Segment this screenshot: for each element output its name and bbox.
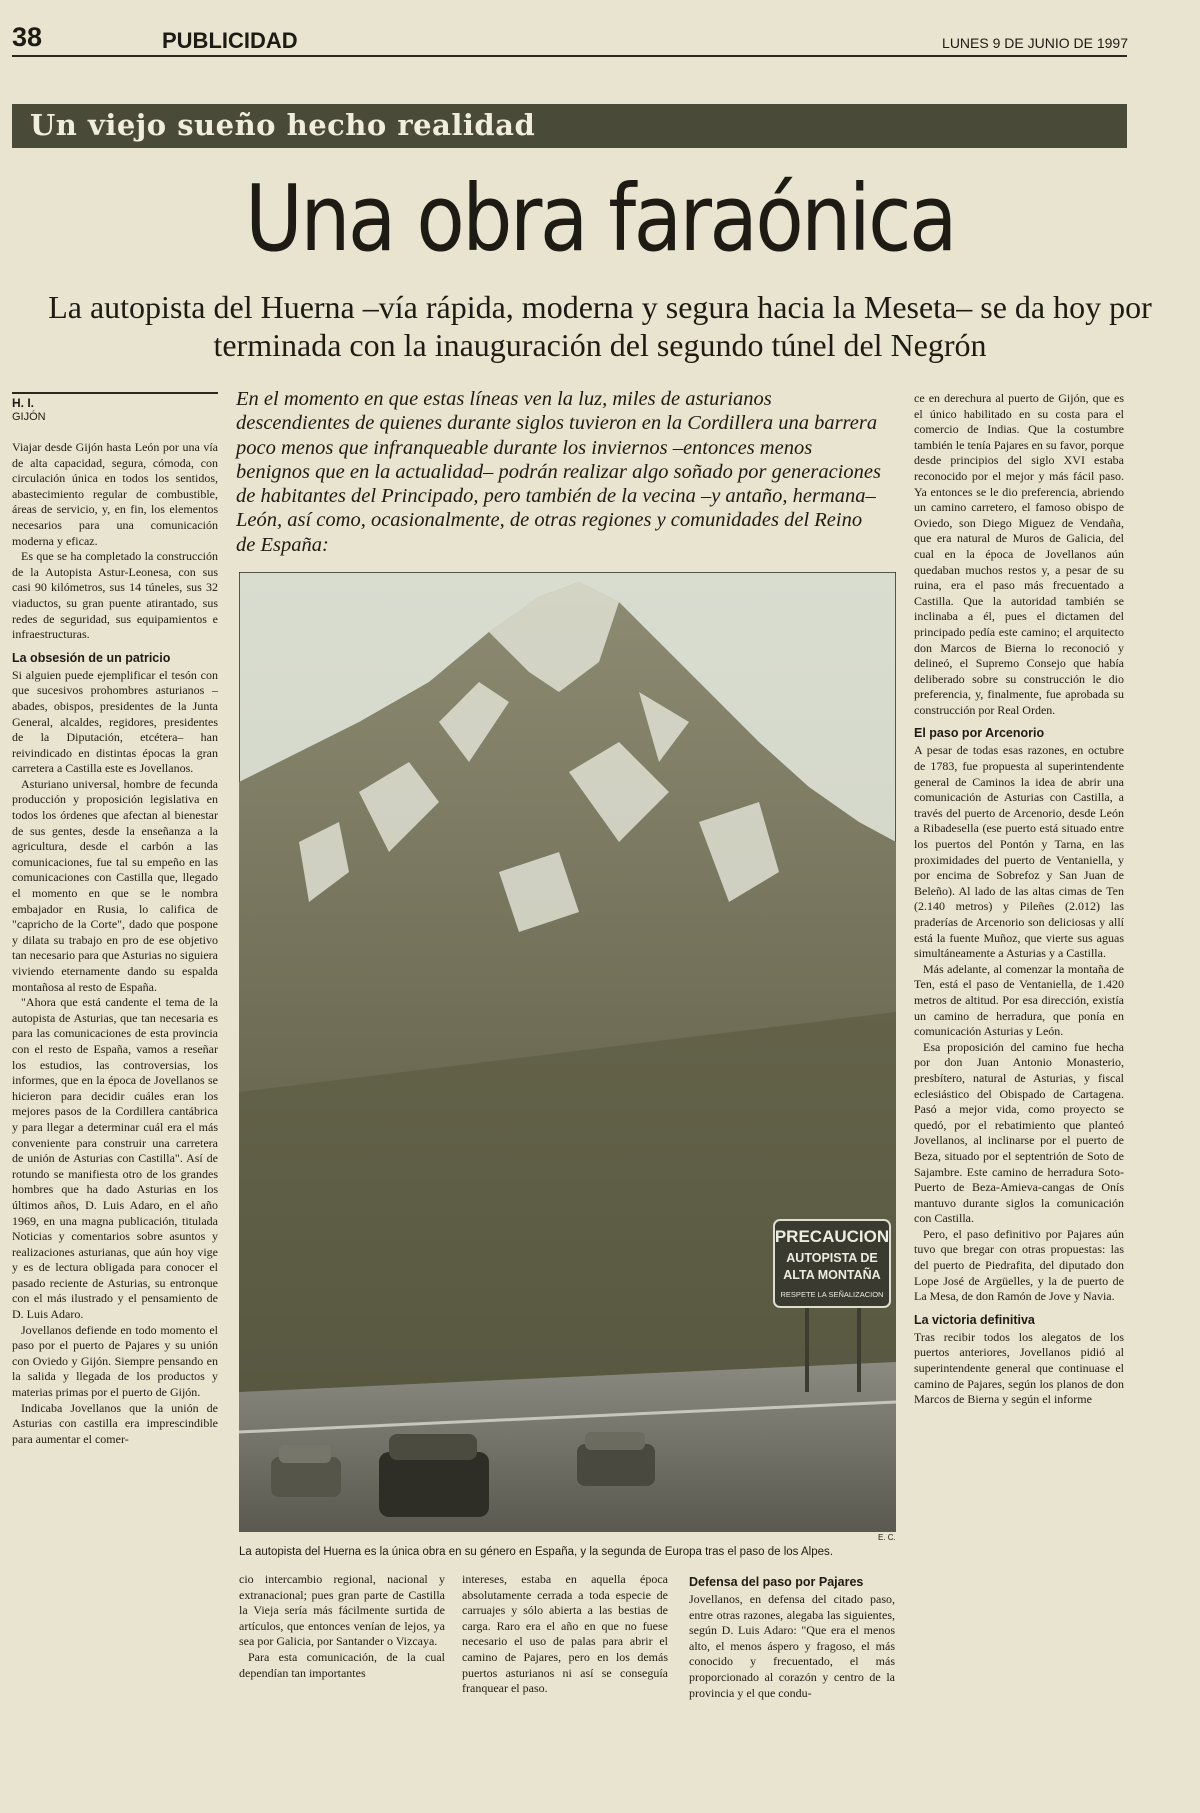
paragraph: A pesar de todas esas razones, en octubre de 1783, fue propuesta al superintendente general de Caminos la idea de abrir una comunicación de Asturias con Castilla, a través del puerto de Arcenorio, desde León a Ribadesella (ese puerto está situado entre los puertos del Pontón y Tarna, en las proximidades del puerto de Ventaniella, y por encima de Sobrefoz y San Juan de Beleño). Al lado de las altas cimas de Ten (2.140 metros) y Pileñes (2.012) las praderías de Arcenorio son deliciosas y allí está la fuente Muñoz, que vierte sus aguas simultáneamente a Asturias y a Castilla. <box>914 743 1124 961</box>
paragraph: Jovellanos, en defensa del citado paso, entre otras razones, alegaba las siguientes, según D. Luis Adaro: "Que era el menos alto, el menos áspero y fragoso, el más conocido y frecuentado, el más proporcionado al corazón y centro de la provincia y el que condu- <box>689 1592 895 1700</box>
sign-line-3: ALTA MONTAÑA <box>783 1268 881 1282</box>
paragraph: Tras recibir todos los alegatos de los puertos anteriores, Jovellanos pidió al superintendente general que continuase el camino de Pajares, según los planos de don Marcos de Bierna y según el informe <box>914 1329 1124 1407</box>
sign-line-4: RESPETE LA SEÑALIZACION <box>780 1290 884 1299</box>
crosshead: El paso por Arcenorio <box>914 726 1045 741</box>
paragraph: Indicaba Jovellanos que la unión de Asturias con castilla era imprescindible para aumentar el comer- <box>12 1400 218 1446</box>
paragraph: Si alguien puede ejemplificar el tesón con que sucesivos prohombres asturianos –abades, obispos, presidentes de la Junta General, alcaldes, regidores, presidentes de la Diputación, etcétera– han reivindicado en distintas épocas la gran carretera a Castilla este es Jovellanos. <box>12 667 218 776</box>
byline-city: GIJÓN <box>12 411 46 423</box>
paragraph: Es que se ha completado la construcción de la Autopista Astur-Leonesa, con sus casi 90 kilómetros, sus 14 túneles, sus 32 viaductos, su gran puente atirantado, sus redes de seguridad, sus equipamientos e infraestructuras. <box>12 549 218 642</box>
paragraph: Jovellanos defiende en todo momento el paso por el puerto de Pajares y su unión con Oviedo y Gijón. Siempre pensando en la salida y llegada de los productos y materias primas por el puerto de Gijón. <box>12 1322 218 1400</box>
page-number: 38 <box>12 22 43 52</box>
car <box>577 1432 655 1486</box>
sign-line-1: PRECAUCION <box>774 1227 890 1246</box>
paragraph: Esa proposición del camino fue hecha por don Juan Antonio Monasterio, presbítero, natural de Asturias, y fiscal eclesiástico del Obispado de Cartagena. Pasó a mejor vida, como proyecto se quedó, por el rebatimiento que planteó Jovellanos, al inclinarse por el puerto de Beza, situado por el septentrión de Soto de Sajambre. Este camino de herradura Soto-Puerto de Beza-Amieva-cangas de Onís mantuvo durante siglos la comunicación con Castilla. <box>914 1039 1124 1226</box>
kicker-text: Un viejo sueño hecho realidad <box>30 108 536 142</box>
subheadline: La autopista del Huerna –vía rápida, moderna y segura hacia la Meseta– se da hoy por terminada con la inauguración del segundo túnel del Negrón <box>48 289 1152 363</box>
lead-paragraph: En el momento en que estas líneas ven la luz, miles de asturianos descendientes de quienes durante siglos tuvieron en la Cordillera una barrera poco menos que infranqueable durante los inviernos –entonces menos benignos que en la actualidad– podrán realizar algo soñado por generaciones de habitantes del Principado, pero también de la vecina –y antaño, hermana– León, así como, ocasionalmente, de otras regiones y comunidades del Reino de España: <box>236 388 881 556</box>
article-column-5 <box>914 391 1124 1408</box>
paragraph: Más adelante, al comenzar la montaña de Ten, está el paso de Ventaniella, de 1.420 metros de altitud. Por esa dirección, existía un camino de herradura, que ponía en comunicación Asturias y León. <box>914 961 1124 1039</box>
paragraph: Asturiano universal, hombre de fecunda producción y proposición legislativa en todos los órdenes que afectan al bienestar de sus gentes, desde la enseñanza a la agricultura, desde el carbón a las comunicaciones, fue tal su empeño en las comunicaciones con Castilla que, llegado el momento en que se le nombra embajador en Rusia, lo califica de "capricho de la Corte", dado que pospone y dilata su trabajo en pro de ese objetivo tan necesario para que Asturias no siguiera viviendo eternamente dando su espalda montañosa al resto de España. <box>12 776 218 994</box>
article-column-4 <box>689 1575 895 1701</box>
paragraph: Pero, el paso definitivo por Pajares aún tuvo que bregar con otras propuestas: las del puerto de Piedrafita, del diputado don Lope José de Argüelles, y la de puerto de La Mesa, de don Ramón de Jove y Navia. <box>914 1226 1124 1304</box>
mountain-photo <box>239 572 896 1532</box>
paragraph: intereses, estaba en aquella época absolutamente cerrada a toda especie de carruajes y sólo abierta a las bestias de carga. Raro era el año en que no fuese necesario el uso de palas para abrir el camino de Pajares, pero en los demás puertos asturianos ni así se conseguía franquear el paso. <box>462 1572 668 1696</box>
article-column-3 <box>462 1572 668 1697</box>
crosshead: La obsesión de un patricio <box>12 650 171 665</box>
paragraph: cio intercambio regional, nacional y extranacional; pues gran parte de Castilla la Vieja sería más fácilmente surtida de artículos, que entonces venían de lejos, ya sea por Galicia, por Santander o Vizcaya. <box>239 1572 445 1649</box>
byline-author: H. I. <box>12 396 35 410</box>
paragraph: Viajar desde Gijón hasta León por una vía de alta capacidad, segura, cómoda, con circulación única en todos los sentidos, abastecimiento regular de combustible, áreas de servicio, y, en fin, los elementos necesarios para una comunicación moderna y eficaz. <box>12 440 218 548</box>
paragraph: Para esta comunicación, de la cual dependían tan importantes <box>239 1649 445 1680</box>
sign-line-2: AUTOPISTA DE <box>786 1251 878 1265</box>
crosshead: Defensa del paso por Pajares <box>689 1575 864 1589</box>
article-column-1 <box>12 388 218 1447</box>
photo-caption: La autopista del Huerna es la única obra en su género en España, y la segunda de Europa tras el paso de los Alpes. <box>239 1546 833 1558</box>
kicker-banner <box>12 104 1127 148</box>
crosshead: La victoria definitiva <box>914 1312 1035 1327</box>
paragraph: ce en derechura al puerto de Gijón, que es el único habilitado en su costa para el comercio de Indias. Que la costumbre también le tenía Pajares en su favor, porque desde principios del siglo XVI estaba reconocido por el mejor y más fácil paso. Ya entonces se le dio preferencia, abriendo un camino carretero, el famoso obispo de Oviedo, son Diego Miguez de Vendaña, que era natural de Muros de Galicia, del cual en la época de Jovellanos aún quedaban muchos restos y, a pesar de su ruina, era el paso más frecuentado a Castilla. Que la autoridad también se inclinaba a él, pues el dictamen del principado pedía este camino; el arquitecto don Marcos de Bierna lo reconoció y delineó, el Supremo Consejo que había deliberado sobre su construcción le dio preferencia, y, finalmente, fue aprobada su construcción por Real Orden. <box>914 391 1124 717</box>
car <box>379 1434 489 1517</box>
paragraph: "Ahora que está candente el tema de la autopista de Asturias, que tan necesaria es para las comunicaciones de esta provincia con el resto de España, vamos a reseñar los estudios, las controversias, los informes, que en la época de Jovellanos se hicieron para decidir cuáles eran los mejores pasos de la Cordillera cantábrica y para llegar a determinar cuál era el más conveniente para construir una carretera de unión de Asturias con Castilla". Así de rotundo se manifiesta otro de los grandes hombres que ha dado Asturias en los últimos años, D. Luis Adaro, en el año 1969, en una magna publicación, titulada Noticias y comentarios sobre asuntos y realizaciones asturianas, que aún hoy vige y es de lectura obligada para conocer el pasado reciente de Asturias, su entronque con el más ilustrado y el pensamiento de D. Luis Adaro. <box>12 995 218 1322</box>
headline: Una obra faraónica <box>245 165 955 272</box>
dateline: LUNES 9 DE JUNIO DE 1997 <box>942 35 1128 51</box>
article-column-2 <box>239 1572 445 1681</box>
photo-credit: E. C. <box>878 1533 896 1542</box>
car <box>271 1445 341 1497</box>
section-title: PUBLICIDAD <box>162 28 298 53</box>
header-rule <box>12 55 1127 57</box>
road-sign <box>774 1220 890 1307</box>
